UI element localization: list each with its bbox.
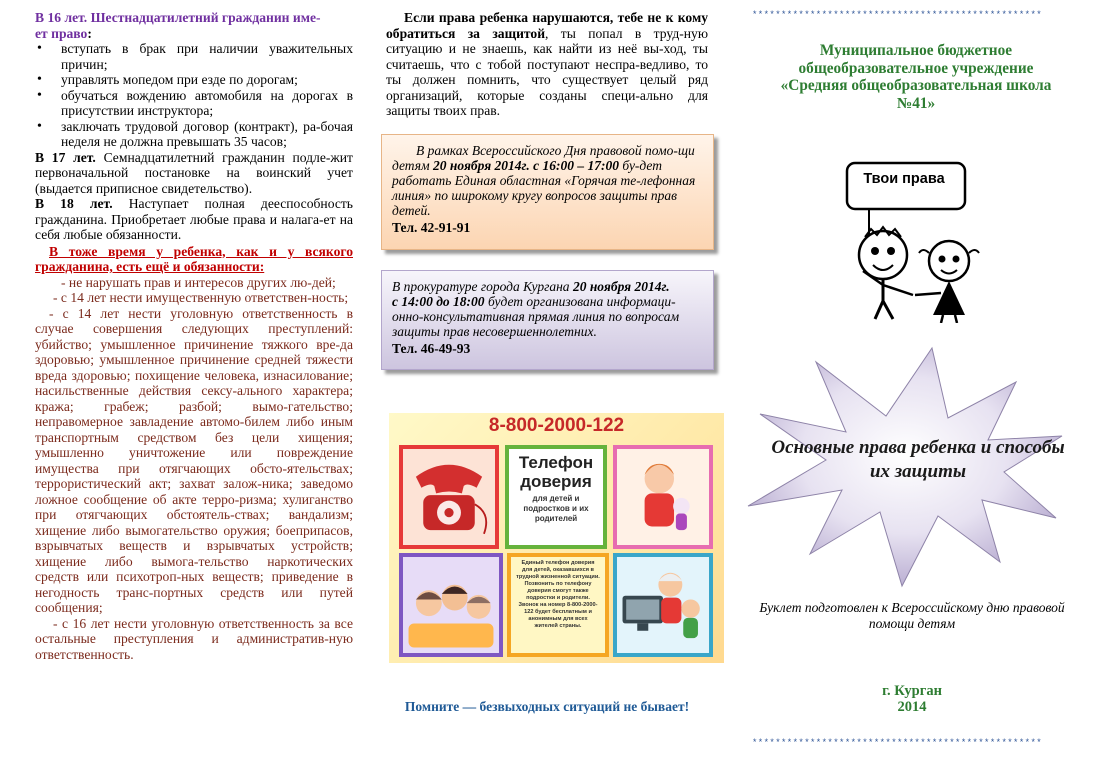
intro-paragraph: Если права ребенка нарушаются, тебе не к кому обратиться за защитой, ты попал в труд-ную ситуацию и не знаешь, как найти из неё вы-ход, ты считаешь, что с тобой поступают неспра-ведливо, то ты должен помнить, что существует целый ряд организаций, которые созданы специ-ально для защиты твоих прав. (386, 10, 708, 118)
telephone-illustration (399, 445, 499, 549)
duty-item: - с 14 лет нести имущественную ответствен-ность; (53, 290, 349, 305)
duty-item: - с 16 лет нести уголовную ответственность за все остальные преступления и административ-ную ответственность. (35, 615, 353, 662)
kids-holding-sign-illustration (835, 143, 1000, 323)
children-icon (403, 557, 499, 653)
duty-item: - не нарушать прав и интересов других лю-дей; (61, 274, 336, 290)
grandma-and-child-illustration (613, 553, 713, 657)
grandma-computer-icon (617, 557, 709, 653)
city-and-year (752, 683, 1072, 715)
child-icon (617, 449, 709, 545)
city-name: г. Курган (882, 683, 942, 699)
your-rights-sign: Твои права (863, 171, 945, 187)
helpline-number: 8-800-2000-122 (488, 415, 625, 436)
poster-subtitle: для детей и подростков и их родителей (523, 494, 589, 523)
age16-heading: В 16 лет. Шестнадцатилетний гражданин име- ет право: (35, 10, 321, 41)
prosecutor-announcement-box (381, 270, 714, 370)
child-with-toy-illustration (613, 445, 713, 549)
reminder-line: Помните — безвыходных ситуаций не бывает! (404, 699, 690, 714)
star-divider-bottom: ************************************************** (752, 738, 1043, 748)
poster-title: Телефон доверия (518, 453, 594, 491)
rights-by-age-column (35, 10, 353, 662)
list-item: • заключать трудовой договор (контракт), ра-бочая неделя не должна превышать 35 часов; (35, 119, 353, 150)
prosecutor-phone: Тел. 46-49-93 (392, 341, 471, 356)
year: 2014 (897, 699, 927, 715)
hotline-announcement-box (381, 134, 714, 250)
children-group-illustration (399, 553, 503, 657)
duty-item: - с 14 лет нести уголовную ответственность в случае совершения следующих преступлений: убийство; умышленное причинение тяжкого вре-да здоровью; умышленное причинение средней тяжести вреда здоровью; похищение человека, изнасилование; насильственные действия сексу-ального характера; кража; грабеж; разбой; вымо-гательство; неправомерное завладение автомо-билем либо иным транспортным средством без цели хищения; умышленно уничтожение или повреждение имущества при отягчающих обсто-ятельствах; террористический акт; захват залож-ника; заведомо ложное сообщение об акте терро-ризма; хулиганство при отягчающих обстоятель-ствах; вандализм; хищение либо вымогательство оружия; боеприпасов, взрывчатых веществ и взрывчатых устройств; хищение либо вымога-тельство наркотических средств или психотроп-ных веществ; приведение в негодность транс-портных средств или путей сообщения; (35, 305, 353, 615)
rights16-list (35, 41, 353, 150)
age18-paragraph: В 18 лет. Наступает полная дееспособность гражданина. Приобретает любые права и налага-ет на себя любые обязанности. (35, 196, 354, 242)
list-item: • вступать в брак при наличии уважительных причин; (35, 41, 353, 72)
list-item: • обучаться вождению автомобиля на дорогах в присутствии инструктора; (35, 88, 353, 119)
age17-paragraph: В 17 лет. Семнадцатилетний гражданин подле-жит первоначальной постановке на воинский учет (выдается приписное свидетельство). (35, 149, 354, 196)
school-name: Муниципальное бюджетное общеобразовательное учреждение «Средняя общеобразовательная школа №41» (780, 42, 1052, 112)
hotline-info-tile (507, 553, 609, 657)
hotline-phone: Тел. 42-91-91 (392, 220, 471, 235)
helpline-poster (389, 413, 724, 663)
list-item: • управлять мопедом при езде по дорогам; (35, 72, 353, 88)
booklet-title: Основные права ребенка и способы их защиты (771, 437, 1065, 482)
hotline-title-tile (505, 445, 607, 549)
duties-heading: В тоже время у ребенка, как и у всякого гражданина, есть ещё и обязанности: (35, 243, 353, 274)
poster-info-text: Единый телефон доверия для детей, оказавшихся в трудной жизненной ситуации. Позвонить по телефону доверия смогут также подростки и родители. Звонок на номер 8-800-2000-122 будет бесплатным и анонимным для всех жителей страны. (516, 560, 600, 629)
telephone-icon (403, 449, 495, 545)
hotline-text: В рамках Всероссийского Дня правовой помо-щи детям 20 ноября 2014г. с 16:00 – 17:00 бу-дет работать Единая областная «Горячая те-лефонная линия» по широкому кругу вопросов защиты прав детей. (392, 143, 696, 218)
prosecutor-text: В прокуратуре города Кургана 20 ноября 2014г. с 14:00 до 18:00 будет организована информаци-онно-консультативная прямая линия по вопросам защиты прав несовершеннолетних. (392, 279, 680, 339)
booklet-note: Буклет подготовлен к Всероссийскому дню правовой помощи детям (759, 600, 1065, 631)
star-divider-top: ************************************************** (752, 10, 1043, 20)
